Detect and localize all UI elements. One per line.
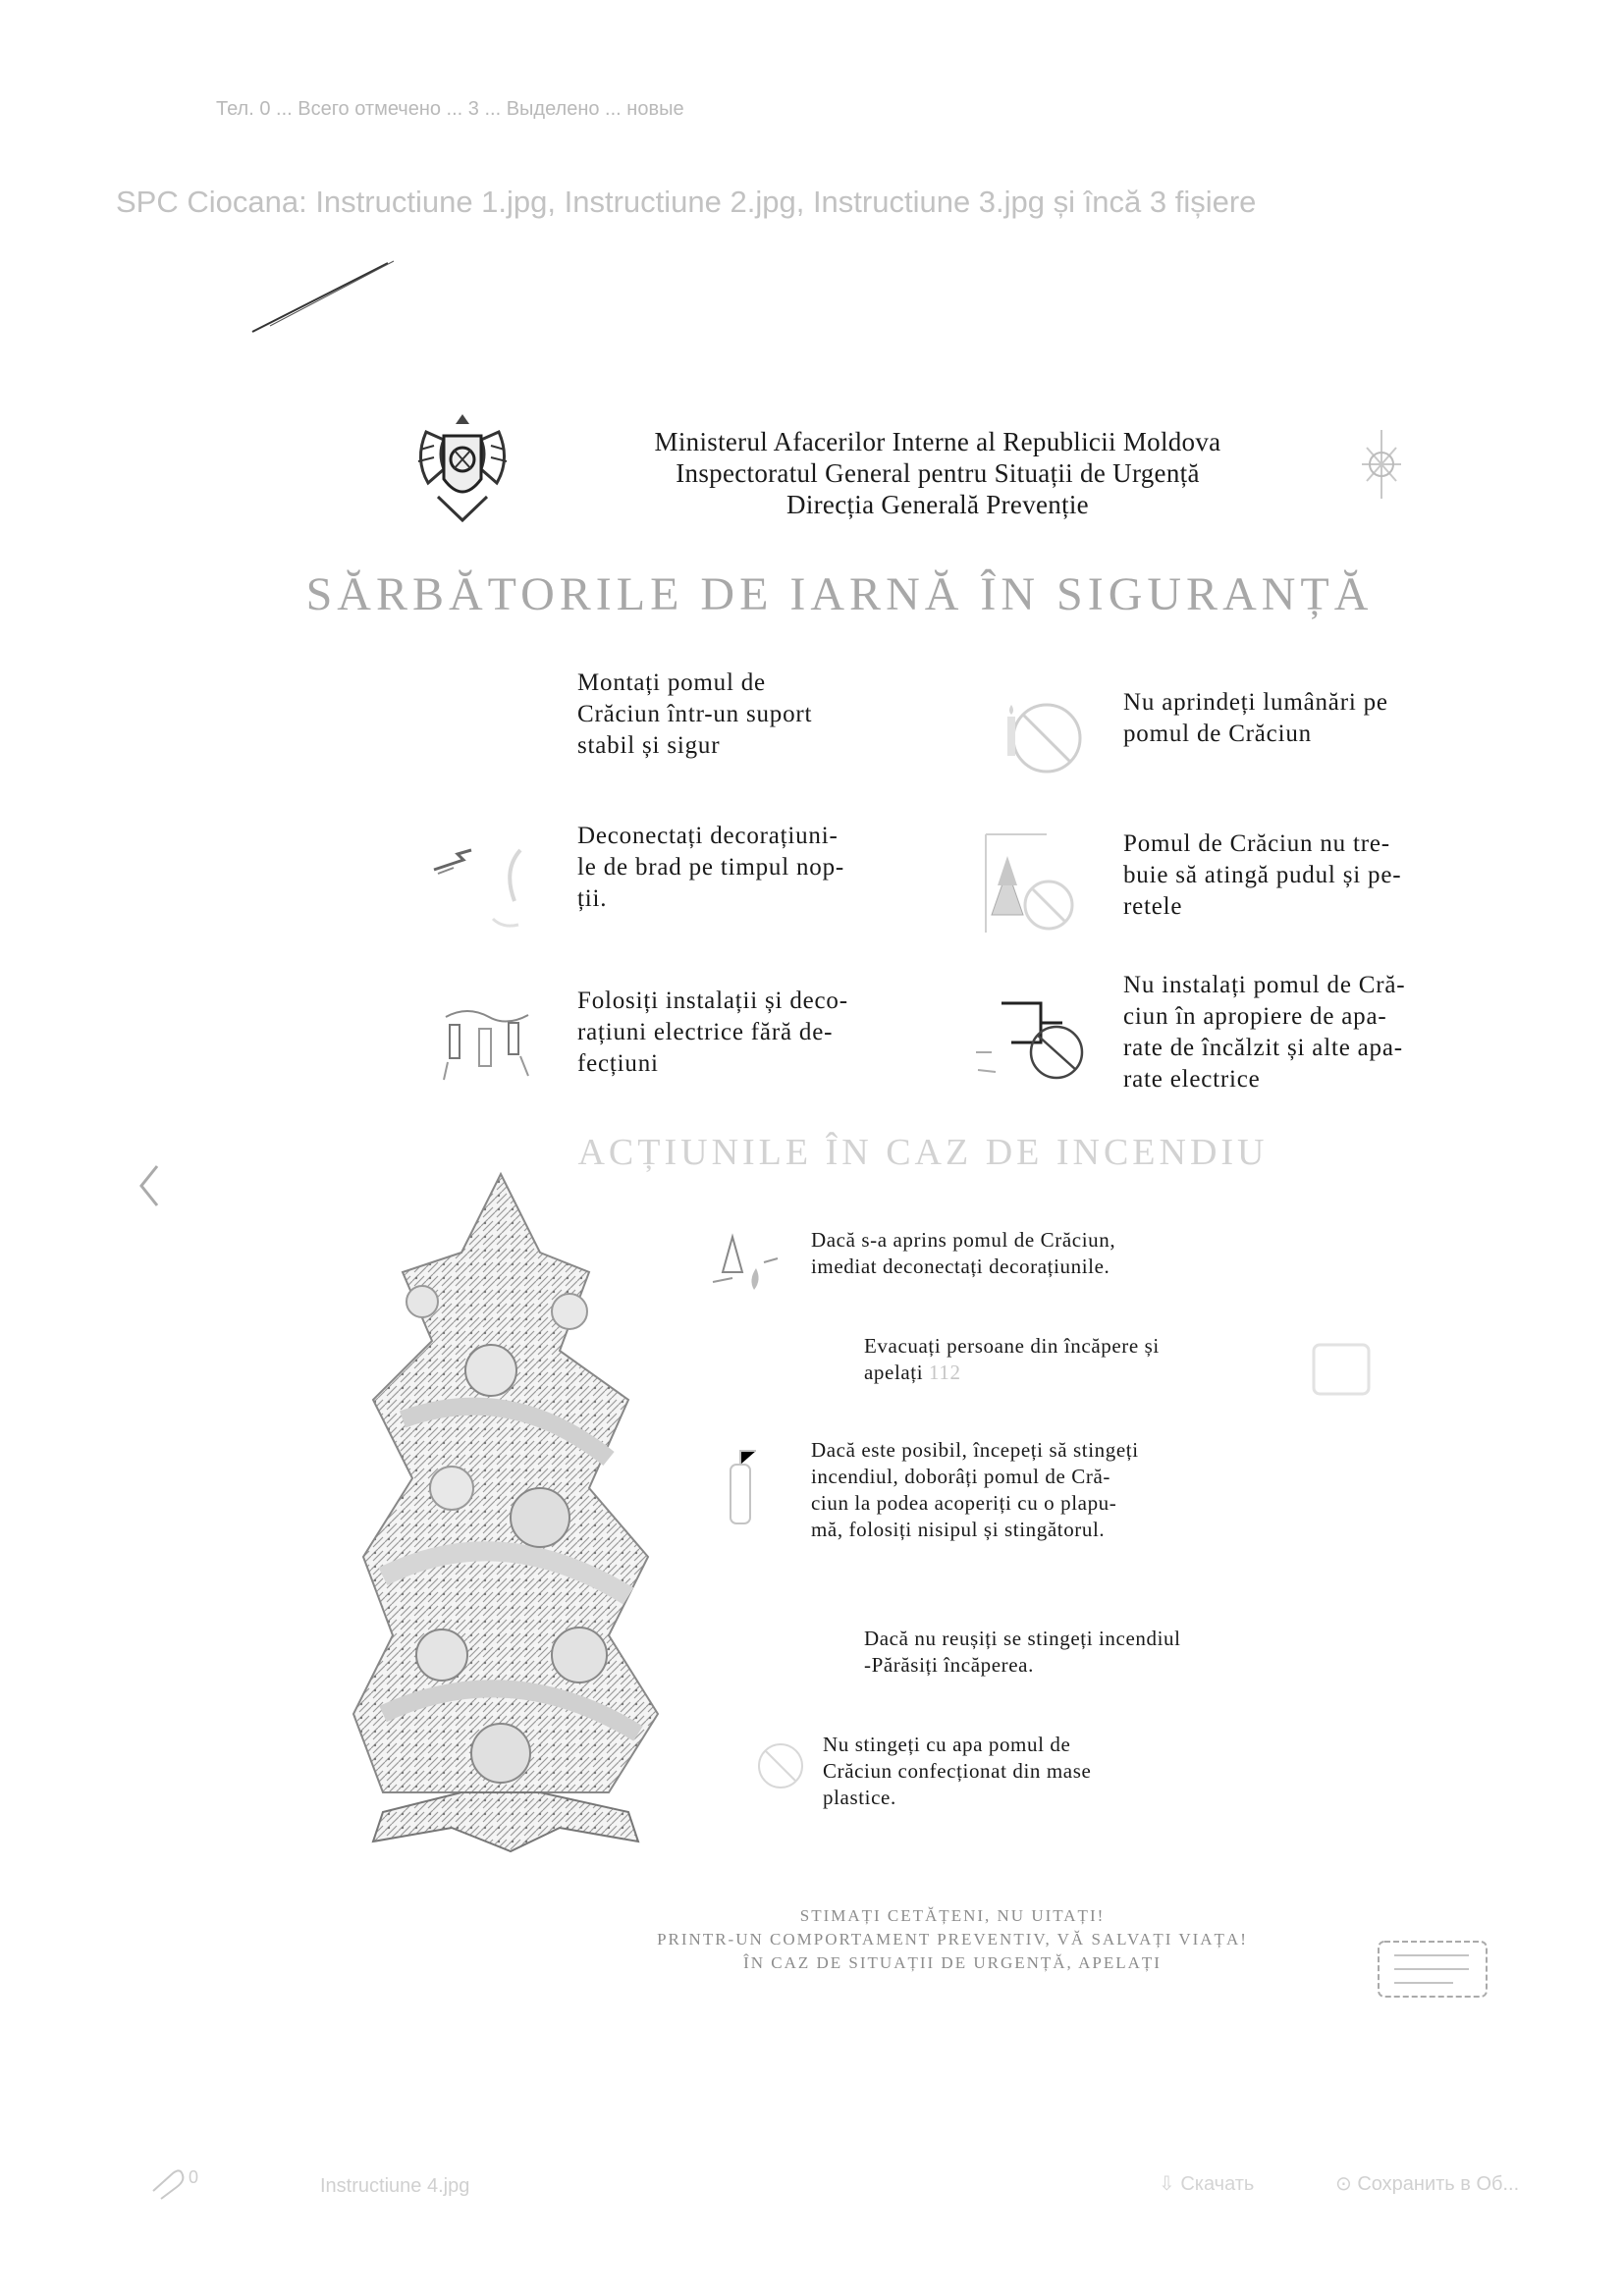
tip-5: Folosiți instalații și deco- rațiuni electrice fără de- fecțiuni bbox=[577, 988, 848, 1077]
burning-tree-icon bbox=[703, 1233, 782, 1311]
extinguisher-icon bbox=[707, 1441, 776, 1539]
toolbar-text: Тел. 0 ... Всего отмечено ... 3 ... Выделено ... новые bbox=[216, 98, 684, 120]
christmas-tree-illustration bbox=[344, 1164, 668, 1891]
emergency-number: 112 bbox=[929, 1361, 961, 1384]
paperclip-icon bbox=[147, 2167, 187, 2197]
lights-icon bbox=[438, 1001, 536, 1090]
no-heater-icon bbox=[972, 993, 1090, 1092]
coat-of-arms-icon bbox=[405, 410, 520, 526]
tip-4: Pomul de Crăciun nu tre- buie să atingă pudul și pe- retele bbox=[1123, 830, 1402, 920]
step-3: Dacă este posibil, începeți să stingeți incendiul, doborâți pomul de Cră- ciun la podea acoperiți cu o plapu- mă, folosiți nisipul și stingătorul. bbox=[811, 1438, 1139, 1541]
tip-2: Nu aprindeți lumânări pe pomul de Crăciun bbox=[1123, 689, 1388, 747]
tip-3: Deconectați decorațiuni- le de brad pe timpul nop- ții. bbox=[577, 823, 845, 912]
no-candles-icon bbox=[990, 687, 1088, 785]
directorate-name: Direcția Generală Prevenție bbox=[786, 490, 1089, 519]
tip-1: Montați pomul de Crăciun într-un suport stabil și sigur bbox=[577, 669, 813, 759]
step-1: Dacă s-a aprins pomul de Crăciun, imediat deconectați decorațiunile. bbox=[811, 1228, 1116, 1278]
faint-phone-icon bbox=[1304, 1335, 1382, 1404]
pen-stroke bbox=[250, 257, 398, 336]
main-title: SĂRBĂTORILE DE IARNĂ ÎN SIGURANȚĂ bbox=[305, 568, 1374, 620]
step-4: Dacă nu reușiți se stingeți incendiul -Părăsiți încăperea. bbox=[864, 1627, 1181, 1677]
inspectorate-name: Inspectoratul General pentru Situații de Urgență bbox=[676, 458, 1200, 488]
attach-count: 0 bbox=[189, 2167, 199, 2187]
step-5: Nu stingeți cu apa pomul de Crăciun confecționat din mase plastice. bbox=[823, 1733, 1092, 1809]
stamp-icon bbox=[1375, 1936, 1492, 2004]
ministry-name: Ministerul Afacerilor Interne al Republicii Moldova bbox=[654, 427, 1221, 456]
no-water-icon bbox=[746, 1732, 815, 1800]
step-2: Evacuați persoane din încăpere și apelați 112 bbox=[864, 1334, 1160, 1384]
faint-emblem-icon bbox=[1347, 420, 1416, 508]
unplug-icon bbox=[424, 830, 542, 938]
tip-6: Nu instalați pomul de Cră- ciun în apropiere de apa- rate de încălzit și alte apa- rate electrice bbox=[1123, 972, 1406, 1093]
download-button[interactable]: ⇩ Скачать bbox=[1159, 2173, 1255, 2195]
attachment-filename[interactable]: Instructiune 4.jpg bbox=[320, 2175, 470, 2197]
attachments-line: SPC Ciocana: Instructiune 1.jpg, Instructiune 2.jpg, Instructiune 3.jpg și încă 3 fișiere bbox=[116, 185, 1257, 219]
footer-message: STIMAȚI CETĂȚENI, NU UITAȚI! PRINTR-UN COMPORTAMENT PREVENTIV, VĂ SALVAȚI VIAȚA! ÎN CAZ DE SITUAȚII DE URGENȚĂ, APELAȚI bbox=[657, 1906, 1248, 1972]
fire-section-title: ACȚIUNILE ÎN CAZ DE INCENDIU bbox=[577, 1132, 1269, 1173]
chevron-left-icon bbox=[135, 1162, 165, 1211]
save-to-cloud-button[interactable]: ⊙ Сохранить в Об... bbox=[1335, 2173, 1520, 2195]
tree-wall-icon bbox=[978, 830, 1086, 938]
